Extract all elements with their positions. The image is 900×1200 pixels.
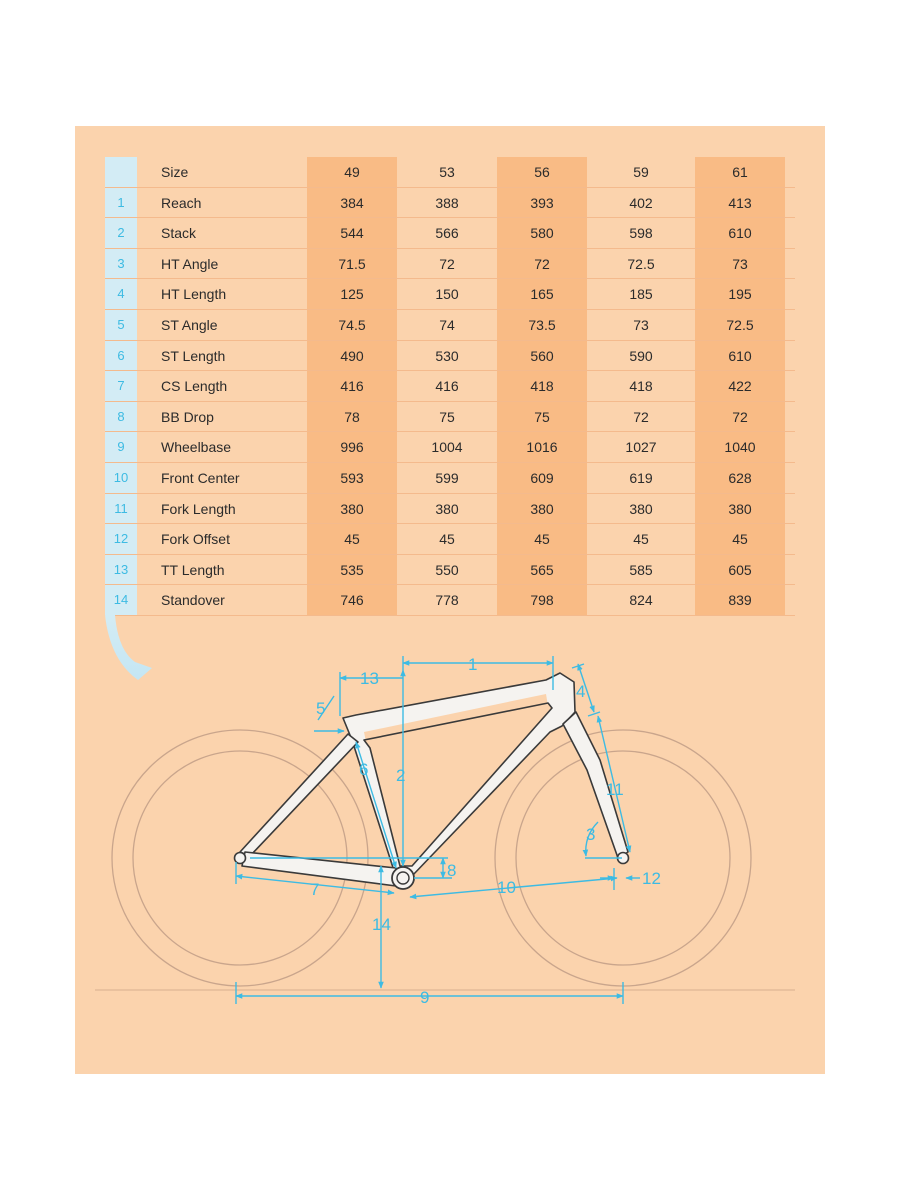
table-cell: 418 [629,378,653,395]
row-number: 5 [117,317,125,332]
table-cell: 590 [629,347,653,364]
table-cell: 75 [439,408,455,425]
table-cell: 72.5 [627,255,655,272]
table-cell: 1004 [431,439,463,456]
dim-label-8: 8 [447,861,457,880]
table-cell: 839 [728,592,752,609]
row-number: 2 [117,225,125,241]
dim-label-13: 13 [360,669,379,688]
table-cell: 45 [439,531,455,548]
size-header-label: Size [161,164,189,180]
row-label: ST Angle [161,317,218,333]
row-number: 1 [117,194,125,210]
dim-label-12: 12 [642,869,661,888]
table-cell: 165 [530,286,554,303]
table-cell: 413 [728,194,752,211]
table-cell: 380 [728,500,752,517]
pointer-arrow [105,615,152,680]
table-cell: 150 [435,286,459,303]
row-label: ST Length [161,347,226,364]
size-header-cell: 61 [732,164,748,180]
table-cell: 610 [728,225,752,242]
dim-label-2: 2 [396,766,406,785]
table-cell: 45 [344,531,360,548]
table-cell: 74.5 [338,317,366,333]
table-cell: 628 [728,470,752,486]
table-cell: 535 [340,561,364,578]
table-cell: 580 [530,225,554,242]
row-label: HT Angle [161,255,219,272]
row-number: 14 [113,592,129,608]
table-cell: 798 [530,592,554,609]
table-cell: 619 [629,470,653,486]
table-cell: 1040 [724,439,756,456]
table-cell: 1016 [526,439,558,456]
table-cell: 45 [534,531,550,548]
row-label: Stack [161,225,197,242]
table-cell: 598 [629,225,653,242]
row-number: 8 [117,408,125,424]
table-cell: 78 [344,408,360,425]
table-cell: 610 [728,347,752,364]
size-header-cell: 53 [439,164,455,180]
table-cell: 72 [633,408,649,425]
table-cell: 393 [530,194,554,211]
row-number: 9 [117,439,125,455]
size-header-cell: 49 [344,164,360,180]
table-cell: 996 [340,439,364,456]
table-cell: 384 [340,194,364,211]
row-label: Fork Offset [161,531,230,548]
table-cell: 72 [534,255,550,272]
table-cell: 73 [732,255,748,272]
table-cell: 550 [435,561,459,578]
dim-label-14: 14 [372,915,391,934]
table-cell: 73.5 [528,317,556,333]
table-cell: 185 [629,286,653,303]
dim-label-7: 7 [310,880,320,899]
table-cell: 125 [340,286,364,303]
table-cell: 530 [435,347,459,364]
table-cell: 73 [633,317,649,333]
row-label: Reach [161,194,202,211]
row-label: Front Center [161,470,240,486]
table-cell: 402 [629,194,653,211]
row-number: 11 [114,500,128,516]
table-cell: 74 [439,317,455,333]
table-cell: 380 [530,500,554,517]
dim-label-3: 3 [586,825,596,844]
table-cell: 490 [340,347,364,364]
table-cell: 45 [633,531,649,548]
row-number: 12 [113,531,129,547]
table-cell: 75 [534,408,550,425]
rear-axle [235,853,246,864]
table-cell: 72 [732,408,748,425]
table-cell: 388 [435,194,459,211]
row-number: 3 [117,255,125,271]
table-cell: 418 [530,378,554,395]
table-cell: 72.5 [726,317,754,333]
row-label: HT Length [161,286,227,303]
table-cell: 416 [435,378,459,395]
dim-label-11: 11 [606,780,624,799]
table-cell: 824 [629,592,653,609]
row-label: TT Length [161,561,225,578]
dim-label-6: 6 [359,760,369,779]
table-cell: 605 [728,561,752,578]
row-label: CS Length [161,378,228,395]
table-cell: 599 [435,470,459,486]
table-cell: 746 [340,592,364,609]
table-cell: 593 [340,470,364,486]
table-cell: 380 [629,500,653,517]
table-cell: 45 [732,531,748,548]
table-cell: 71.5 [338,255,366,272]
row-label: Wheelbase [161,439,232,456]
bottom-bracket [392,867,414,889]
row-label: BB Drop [161,408,214,425]
bike-frame [240,673,628,886]
table-cell: 1027 [625,439,657,456]
dim-label-9: 9 [420,988,430,1007]
table-cell: 565 [530,561,554,578]
dim-label-5: 5 [316,699,326,718]
row-label: Fork Length [161,500,236,517]
dim-label-10: 10 [497,878,516,897]
dim-label-1: 1 [468,655,478,674]
table-cell: 195 [728,286,752,303]
table-cell: 380 [340,500,364,517]
table-cell: 422 [728,378,752,395]
size-header-cell: 59 [633,164,649,180]
table-cell: 380 [435,500,459,517]
table-cell: 609 [530,470,554,486]
table-cell: 72 [439,255,455,272]
dim-label-4: 4 [576,682,586,701]
table-cell: 544 [340,225,364,242]
table-cell: 560 [530,347,554,364]
row-number: 10 [113,470,129,485]
row-number: 6 [117,347,125,363]
row-number: 7 [117,378,125,394]
table-cell: 416 [340,378,364,395]
table-cell: 778 [435,592,459,609]
table-cell: 585 [629,561,653,578]
size-header-cell: 56 [534,164,550,180]
row-number: 13 [113,561,129,577]
row-number: 4 [117,286,125,302]
table-cell: 566 [435,225,459,242]
row-label: Standover [161,592,225,609]
